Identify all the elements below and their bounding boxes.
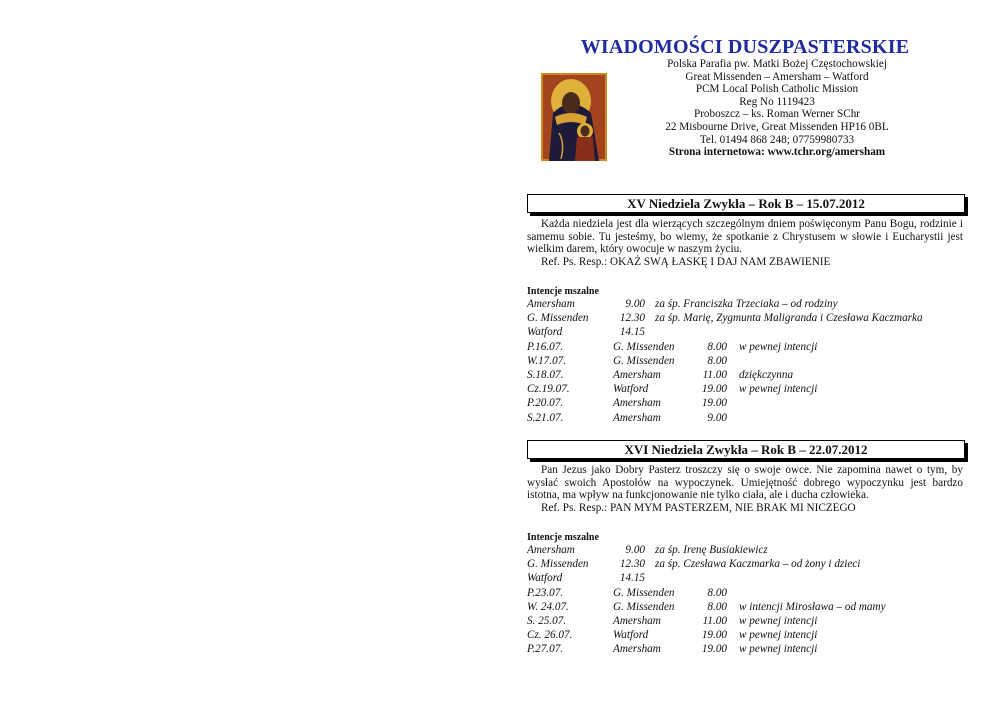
mass-time: 12.30 bbox=[619, 558, 645, 571]
mass-place: G. Missenden bbox=[527, 312, 589, 325]
mass-time: 9.00 bbox=[625, 298, 645, 310]
mass-time: 9.00 bbox=[625, 544, 645, 556]
section-text bbox=[527, 464, 963, 514]
sunday-mass-row bbox=[527, 325, 967, 339]
mass-day: S. 25.07. bbox=[527, 614, 567, 627]
sunday-mass-row bbox=[527, 557, 967, 571]
mass-time: 19.00 bbox=[701, 397, 727, 410]
sunday-mass-row bbox=[527, 311, 967, 325]
section-text bbox=[527, 218, 963, 268]
mass-time: 12.30 bbox=[619, 312, 645, 325]
mass-place: Amersham bbox=[613, 411, 661, 424]
mass-intention: w pewnej intencji bbox=[739, 614, 818, 627]
mass-day: W.17.07. bbox=[527, 354, 567, 367]
mass-time: 8.00 bbox=[707, 600, 727, 613]
mass-intention: w pewnej intencji bbox=[739, 340, 818, 353]
mass-time: 9.00 bbox=[707, 411, 727, 424]
mass-place: Amersham bbox=[613, 614, 661, 627]
mass-day: P.27.07. bbox=[527, 643, 564, 656]
mass-place: Amersham bbox=[527, 544, 575, 556]
weekday-mass-row bbox=[527, 411, 967, 425]
intro-paragraph: Pan Jezus jako Dobry Pasterz troszczy się o swoje owce. Nie zapomina nawet o tym, by wysłać swoich Apostołów na wypoczynek. Umiejętność dobrego wypoczynku jest bardzo istotna, ma wpływ na funkcjonowanie nie tylko ciała, ale i ducha człowieka. bbox=[527, 464, 963, 501]
mass-time: 14.15 bbox=[619, 572, 645, 585]
info-line: 22 Misbourne Drive, Great Missenden HP16 0BL bbox=[665, 120, 889, 133]
mass-intention: za śp. Marię, Zygmunta Maligranda i Czesława Kaczmarka bbox=[655, 312, 923, 325]
mass-time: 11.00 bbox=[702, 614, 727, 627]
mass-time: 19.00 bbox=[701, 643, 727, 656]
weekday-mass-row bbox=[527, 354, 967, 368]
mass-place: Watford bbox=[613, 383, 649, 396]
mass-time: 19.00 bbox=[701, 383, 727, 396]
mass-day: P.20.07. bbox=[527, 397, 564, 410]
weekday-mass-row bbox=[527, 642, 967, 656]
mass-place: Amersham bbox=[613, 643, 661, 656]
info-line: Tel. 01494 868 248; 07759980733 bbox=[699, 133, 855, 146]
mass-place: Amersham bbox=[613, 368, 661, 381]
mass-time: 19.00 bbox=[701, 629, 727, 642]
mass-place: G. Missenden bbox=[613, 354, 675, 367]
info-line: Great Missenden – Amersham – Watford bbox=[685, 70, 869, 83]
sunday-mass-row bbox=[527, 571, 967, 585]
weekday-mass-row bbox=[527, 628, 967, 642]
info-line: PCM Local Polish Catholic Mission bbox=[695, 83, 859, 96]
black-madonna-icon bbox=[541, 73, 607, 161]
weekday-mass-row bbox=[527, 368, 967, 382]
intentions-list bbox=[527, 297, 967, 425]
weekday-mass-row bbox=[527, 614, 967, 628]
sunday-mass-row bbox=[527, 297, 967, 311]
page-title: WIADOMOŚCI DUSZPASTERSKIE bbox=[580, 36, 910, 58]
mass-time: 8.00 bbox=[707, 340, 727, 353]
weekday-mass-row bbox=[527, 586, 967, 600]
mass-place: G. Missenden bbox=[613, 586, 675, 599]
psalm-ref: Ref. Ps. Resp.: OKAŻ SWĄ ŁASKĘ I DAJ NAM ZBAWIENIE bbox=[541, 255, 831, 268]
parish-info bbox=[607, 58, 947, 159]
mass-day: Cz.19.07. bbox=[527, 383, 570, 396]
mass-time: 8.00 bbox=[707, 586, 727, 599]
mass-place: Watford bbox=[527, 572, 563, 585]
mass-intention: za śp. Czesława Kaczmarka – od żony i dzieci bbox=[655, 558, 861, 571]
website-line: Strona internetowa: www.tchr.org/amersham bbox=[668, 146, 886, 159]
mass-day: S.18.07. bbox=[527, 368, 564, 381]
mass-place: G. Missenden bbox=[613, 600, 675, 613]
sunday-mass-row bbox=[527, 543, 967, 557]
intentions-title: Intencje mszalne bbox=[527, 532, 599, 543]
mass-day: Cz. 26.07. bbox=[527, 629, 573, 642]
mass-intention: za śp. Franciszka Trzeciaka – od rodziny bbox=[655, 298, 838, 310]
weekday-mass-row bbox=[527, 396, 967, 410]
weekday-mass-row bbox=[527, 382, 967, 396]
section-heading: XVI Niedziela Zwykła – Rok B – 22.07.2012 bbox=[527, 440, 965, 459]
mass-day: S.21.07. bbox=[527, 411, 564, 424]
section-heading: XV Niedziela Zwykła – Rok B – 15.07.2012 bbox=[527, 194, 965, 213]
mass-place: Amersham bbox=[527, 298, 575, 310]
intro-paragraph: Każda niedziela jest dla wierzących szczególnym dniem poświęconym Panu Bogu, rodzinie i samemu sobie. Tu jesteśmy, bo wiemy, że spotkanie z Chrystusem w słowie i Eucharystii jest wielkim darem, który owocuje w naszym życiu. bbox=[527, 218, 963, 255]
mass-day: P.16.07. bbox=[527, 340, 564, 353]
mass-place: Watford bbox=[527, 326, 563, 339]
mass-place: Watford bbox=[613, 629, 649, 642]
mass-intention: za śp. Irenę Busiakiewicz bbox=[655, 544, 768, 556]
mass-intention: w pewnej intencji bbox=[739, 383, 818, 396]
mass-intention: w intencji Mirosława – od mamy bbox=[739, 600, 886, 613]
weekday-mass-row bbox=[527, 340, 967, 354]
mass-time: 8.00 bbox=[707, 354, 727, 367]
mass-place: G. Missenden bbox=[613, 340, 675, 353]
intentions-title: Intencje mszalne bbox=[527, 286, 599, 297]
psalm-ref: Ref. Ps. Resp.: PAN MYM PASTERZEM, NIE BRAK MI NICZEGO bbox=[541, 501, 856, 514]
weekday-mass-row bbox=[527, 600, 967, 614]
mass-day: P.23.07. bbox=[527, 586, 564, 599]
mass-intention: w pewnej intencji bbox=[739, 643, 818, 656]
info-line: Reg No 1119423 bbox=[739, 95, 815, 108]
mass-time: 14.15 bbox=[619, 326, 645, 339]
mass-place: G. Missenden bbox=[527, 558, 589, 571]
mass-place: Amersham bbox=[613, 397, 661, 410]
info-line: Polska Parafia pw. Matki Bożej Częstochowskiej bbox=[667, 58, 887, 70]
mass-day: W. 24.07. bbox=[527, 600, 569, 613]
mass-intention: dziękczynna bbox=[739, 368, 794, 381]
mass-time: 11.00 bbox=[702, 368, 727, 381]
mass-intention: w pewnej intencji bbox=[739, 629, 818, 642]
info-line: Proboszcz – ks. Roman Werner SChr bbox=[693, 108, 861, 121]
intentions-list bbox=[527, 543, 967, 657]
